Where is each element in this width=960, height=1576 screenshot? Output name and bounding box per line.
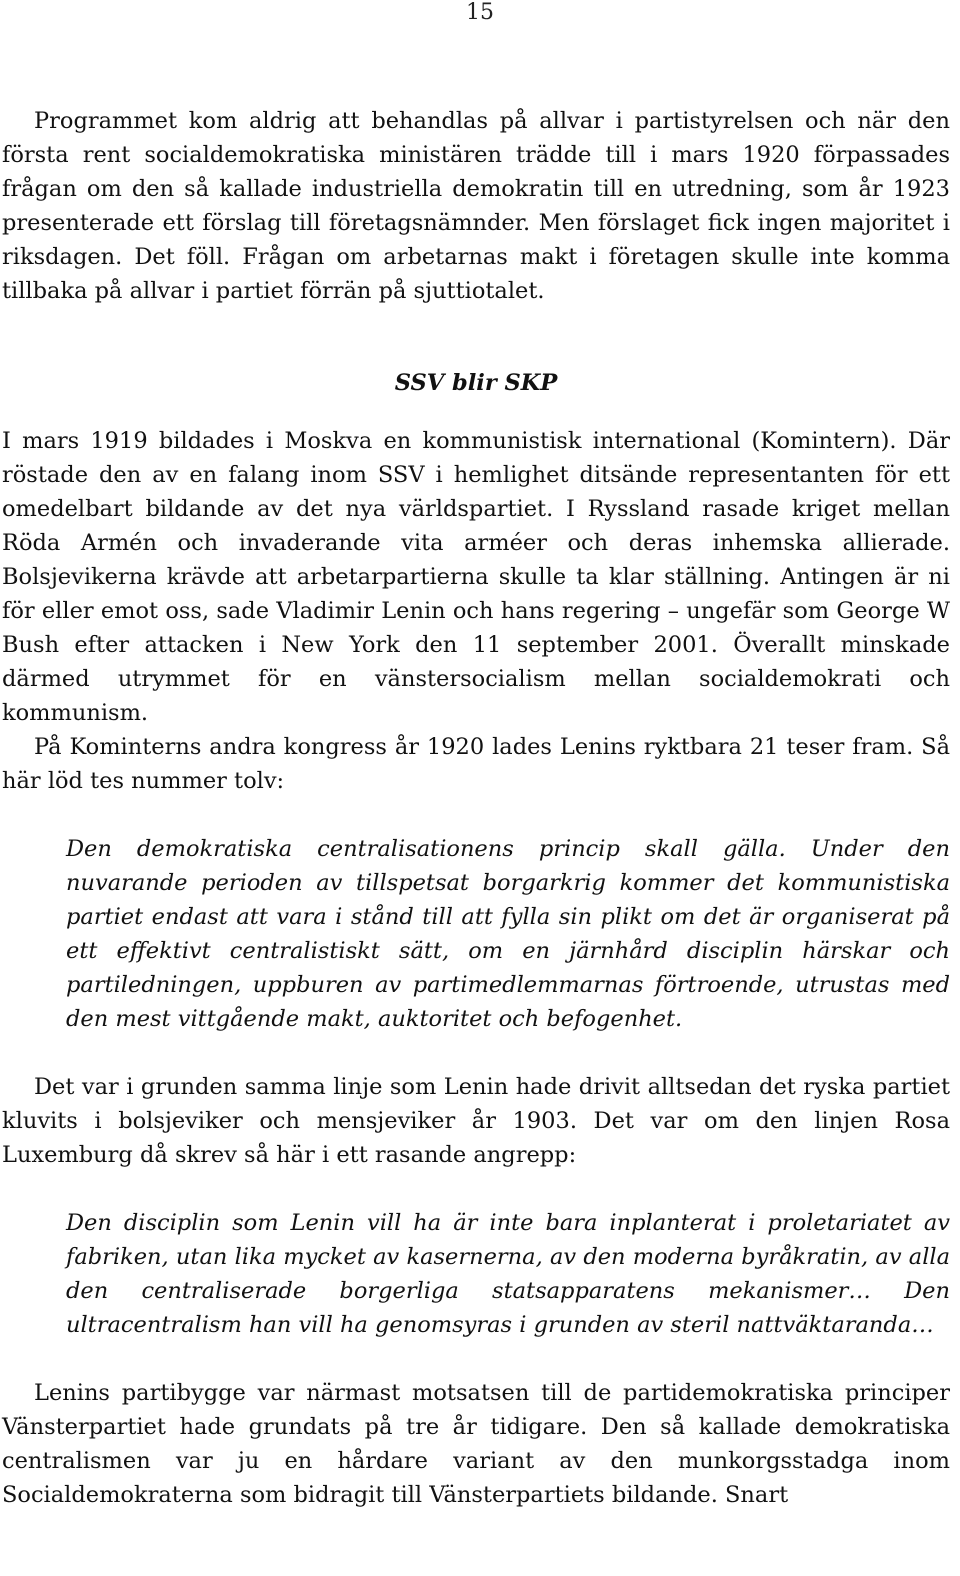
section-heading: SSV blir SKP	[394, 370, 558, 396]
quote-tes-tolv: Den demokratiska centralisationens princip skall gälla. Under den nuvarande perioden av tillspetsat borgarkrig kommer det kommunistiska partiet endast att vara i stånd till att fylla sin plikt om det är organiserat på ett effektivt centralistiskt sätt, om en järnhård disciplin härskar och partiledningen, uppburen av partimedlemmarnas förtroende, utrustas med den mest vittgående makt, auktoritet och befogenhet.	[66, 836, 950, 1032]
quote-rosa-luxemburg: Den disciplin som Lenin vill ha är inte bara inplanterat i proletariatet av fabriken, utan lika mycket av kasernerna, av den moderna byråkratin, av alla den centraliserade borgerliga statsapparatens mekanismer… Den ultracentralism han vill ha genomsyras i grunden av steril nattväktaranda…	[66, 1210, 950, 1338]
page-number: 15	[466, 0, 494, 25]
paragraph-lenin-linje: Det var i grunden samma linje som Lenin hade drivit alltsedan det ryska partiet kluvits i bolsjeviker och mensjeviker år 1903. Det var om den linjen Rosa Luxemburg då skrev så här i ett rasande angrepp:	[2, 1074, 950, 1168]
paragraph-komintern: I mars 1919 bildades i Moskva en kommunistisk international (Komintern). Där röstade den av en falang inom SSV i hemlighet ditsände representanten för ett omedelbart bildande av det nya världspartiet. I Ryssland rasade kriget mellan Röda Armén och invaderande vita arméer och deras inhemska allierade. Bolsjevikerna krävde att arbetarpartierna skulle ta klar ställning. Antingen är ni för eller emot oss, sade Vladimir Lenin och hans regering – ungefär som George W Bush efter attacken i New York den 11 september 2001. Överallt minskade därmed utrymmet för en vänstersocialism mellan socialdemokrati och kommunism.	[2, 428, 950, 726]
page-body	[2, 104, 950, 1512]
paragraph-programmet: Programmet kom aldrig att behandlas på allvar i partistyrelsen och när den första rent socialdemokratiska ministären trädde till i mars 1920 förpassades frågan om den så kallade industriella demokratin till en utredning, som år 1923 presenterade ett förslag till företagsnämnder. Men förslaget fick ingen majoritet i riksdagen. Det föll. Frågan om arbetarnas makt i företagen skulle inte komma tillbaka på allvar i partiet förrän på sjuttiotalet.	[2, 108, 950, 304]
paragraph-partibygge: Lenins partibygge var närmast motsatsen till de partidemokratiska principer Vänsterpartiet hade grundats på tre år tidigare. Den så kallade demokratiska centralismen var ju en hårdare variant av den munkorgsstadga inom Socialdemokraterna som bidragit till Vänsterpartiets bildande. Snart	[2, 1380, 950, 1508]
paragraph-kongress: På Kominterns andra kongress år 1920 lades Lenins ryktbara 21 teser fram. Så här löd tes nummer tolv:	[2, 734, 950, 794]
